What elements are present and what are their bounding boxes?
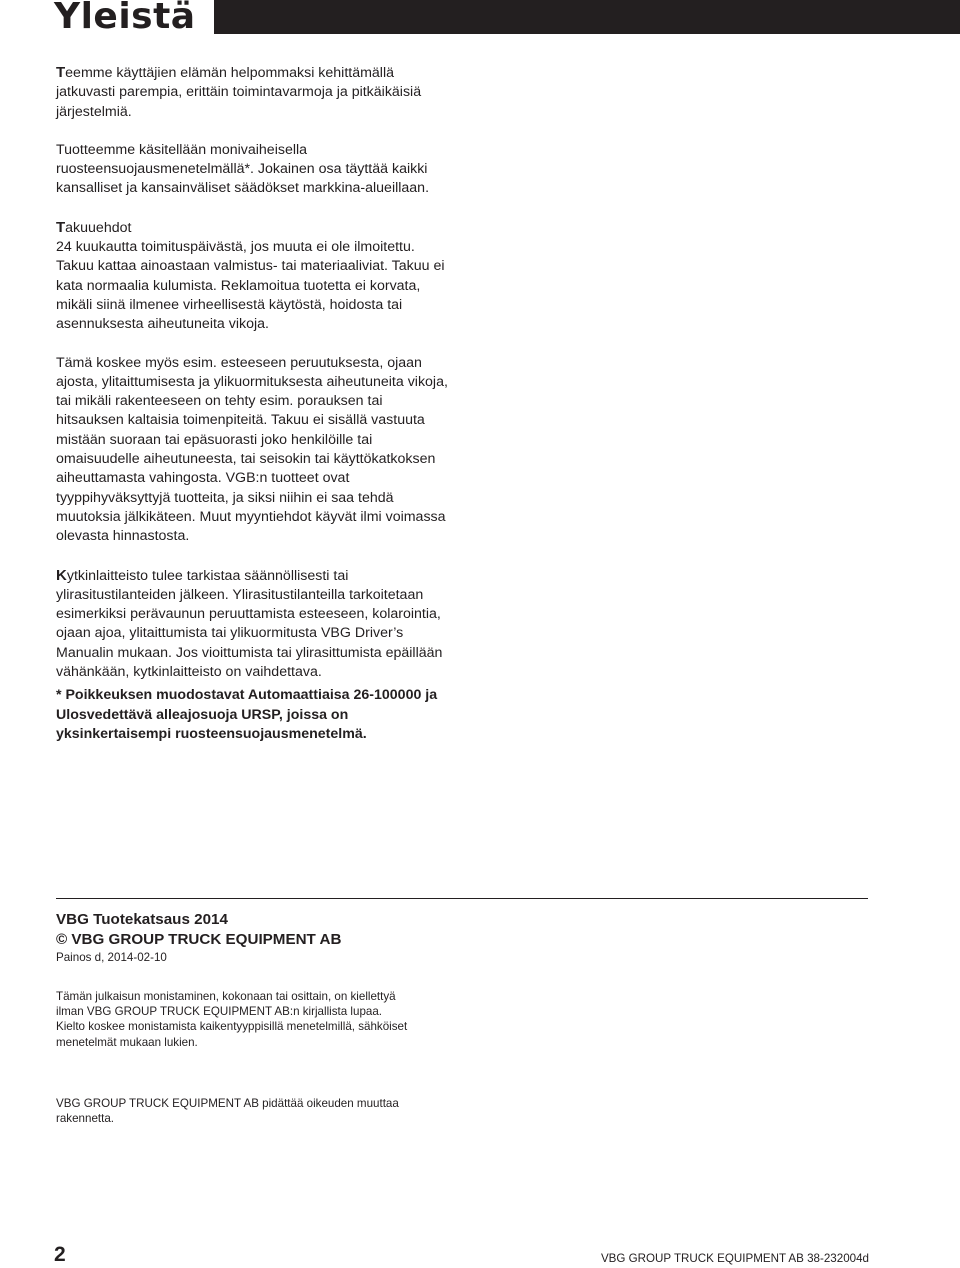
colophon (56, 910, 476, 965)
publication-title: VBG Tuotekatsaus 2014 (56, 911, 228, 928)
intro-text: eemme käyttäjien elämän helpommaksi kehittämällä jatkuvasti parempia, erittäin toimintavarmoja ja pitkäikäisiä järjestelmiä. (56, 65, 422, 120)
drop-initial: T (56, 64, 66, 81)
rust-protection-paragraph: Tuotteemme käsitellään monivaiheisella ruosteensuojausmenetelmällä*. Jokainen osa täyttää kaikki kansalliset ja kansainväliset säädökset markkina-alueillaan. (56, 141, 430, 197)
warranty-section (56, 218, 454, 335)
title-bar (214, 0, 960, 34)
rights-text-1: Tämän julkaisun monistaminen, kokonaan tai osittain, on kiellettyä ilman VBG GROUP TRUCK EQUIPMENT AB:n kirjallista lupaa. (56, 990, 396, 1019)
document-reference: VBG GROUP TRUCK EQUIPMENT AB 38-232004d (600, 1252, 869, 1265)
drop-initial: T (56, 218, 66, 236)
drop-initial: K (56, 566, 67, 584)
rights-text-2: Kielto koskee monistamista kaikentyyppisillä menetelmillä, sähköiset menetelmät mukaan lukien. (56, 1020, 408, 1049)
footnote: * Poikkeuksen muodostavat Automaattiaisa 26-100000 ja Ulosvedettävä alleajosuoja URSP, joissa on yksinkertaisempi ruosteensuojausmenetelmä. (56, 687, 438, 742)
change-notice: VBG GROUP TRUCK EQUIPMENT AB pidättää oikeuden muuttaa rakennetta. (56, 1097, 399, 1126)
body-text (56, 63, 454, 682)
copyright-line: © VBG GROUP TRUCK EQUIPMENT AB (56, 931, 342, 948)
intro-paragraph (56, 63, 454, 122)
coupling-text: ytkinlaitteisto tulee tarkistaa säännöllisesti tai ylirasitustilanteiden jälkeen. Ylirasitustilanteilla tarkoitetaan esimerkiksi perävaunun peruuttamista esteeseen, kolarointia, ojaan ajoa, ylitaittumista tai ylikuormitusta VBG Driver’s Manualin mukaan. Jos vioittumista tai ylirasittumista epäillään vähänkään, kytkinlaitteisto on vaihdettava. (56, 567, 443, 681)
divider (56, 898, 868, 899)
warranty-heading: Takuuehdot (56, 218, 132, 236)
coupling-inspection-paragraph (56, 566, 454, 683)
edition-line: Painos d, 2014-02-10 (56, 951, 167, 964)
rights-statement (56, 989, 416, 1050)
page-title: Yleistä (54, 0, 196, 37)
warranty-text: 24 kuukautta toimituspäivästä, jos muuta ei ole ilmoitettu. Takuu kattaa ainoastaan valmistus- tai materiaaliviat. Takuu ei kata normaalia kulumista. Reklamoitua tuotetta ei korvata, mikäli siinä ilmenee virheellisestä käytöstä, hoidosta tai asennuksesta aiheutuneita vikoja. (56, 239, 445, 333)
page-number: 2 (54, 1243, 66, 1266)
warranty-exclusions-paragraph: Tämä koskee myös esim. esteeseen peruutuksesta, ojaan ajosta, ylitaittumisesta ja ylikuormituksesta aiheutuneita vikoja, tai mikäli rakenteeseen on tehty esim. porauksen tai hitsauksen kaltaisia toimenpiteitä. Takuu ei sisällä vastuuta mistään suoraan tai epäsuorasti joko henkilöille tai omaisuudelle aiheutuneesta, tai seisokin tai käyttökatkoksen aiheuttamasta vahingosta. VGB:n tuotteet ovat tyyppihyväksyttyjä tuotteita, ja siksi niihin ei saa tehdä muutoksia jälkikäteen. Muut myyntiehdot käyvät ilmi voimassa olevasta hinnastosta. (56, 354, 448, 545)
